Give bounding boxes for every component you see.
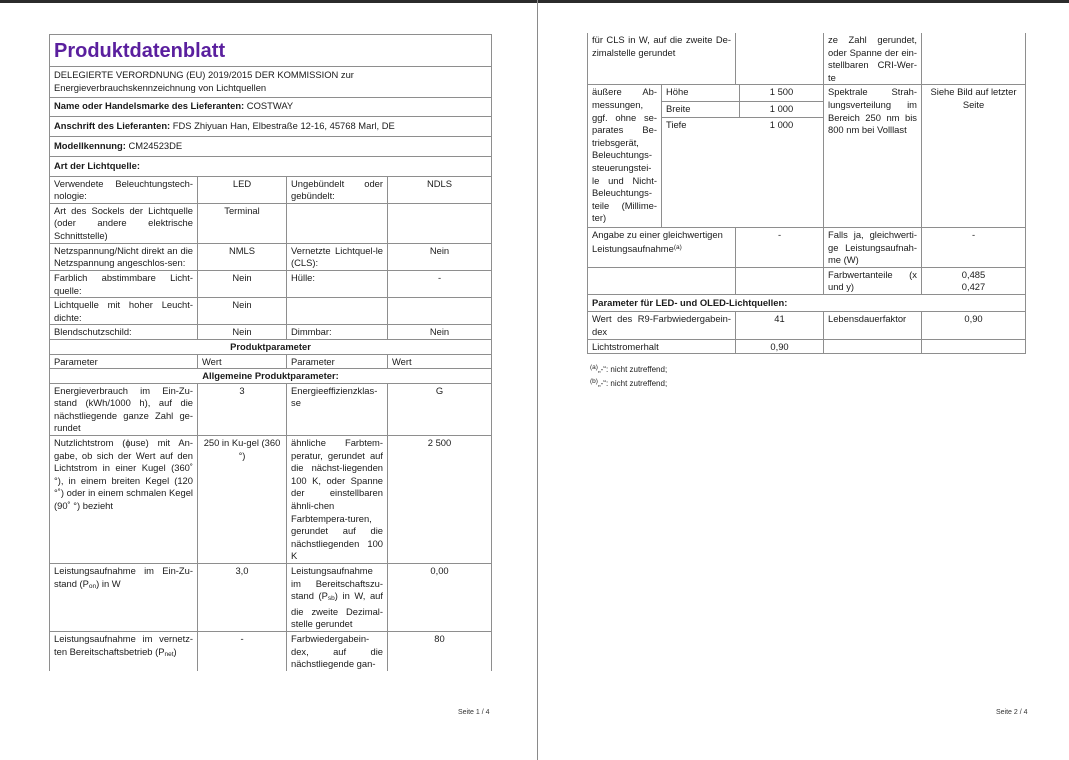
type-label: Vernetzte Lichtquel-le (CLS): (287, 243, 388, 270)
regulation-text: DELEGIERTE VERORDNUNG (EU) 2019/2015 DER KOMMISSION zur Energieverbrauchskennzeichnung von Lichtquellen (50, 67, 492, 98)
dimension-height (662, 85, 823, 102)
type-label (287, 203, 388, 243)
type-label: Dimmbar: (287, 325, 388, 340)
dimensions-row (588, 85, 1026, 228)
type-heading-row (50, 156, 492, 176)
params-header-row (50, 354, 492, 369)
type-label: Lichtquelle mit hoher Leucht-dichte: (50, 298, 198, 325)
column-header-parameter: Parameter (287, 354, 388, 369)
supplier-value: COSTWAY (246, 100, 294, 112)
param-value (922, 267, 1026, 294)
chromaticity-x: 0,485 (961, 268, 986, 280)
type-value: Nein (198, 325, 287, 340)
chromaticity-row (588, 267, 1026, 294)
lumen-maintenance-row (588, 339, 1026, 354)
supplier-label: Name oder Handelsmarke des Lieferanten: (54, 100, 245, 112)
general-heading: Allgemeine Produktparameter: (50, 369, 492, 384)
type-row (50, 325, 492, 340)
param-label: Leistungsaufnahme im vernetz-ten Bereitschaftsbetrieb (Pnet) (50, 631, 198, 670)
footnote-b: $^{(b)}$„-“: nicht zutreffend; (590, 378, 668, 388)
param-label: Wert des R9-Farbwiedergabein-dex (588, 312, 736, 339)
param-value: G (388, 383, 492, 435)
type-row (50, 298, 492, 325)
dimension-name: Tiefe (666, 119, 687, 131)
equivalent-power-row (588, 227, 1026, 267)
column-header-value: Wert (388, 354, 492, 369)
param-label: Leistungsaufnahme im Ein-Zu-stand (Pon) in W (50, 564, 198, 632)
params-heading-row (50, 339, 492, 354)
param-value: 250 in Ku-gel (360 °) (198, 436, 287, 564)
param-label: Falls ja, gleichwerti-ge Leistungsaufnah-me (W) (824, 227, 922, 267)
address-value: FDS Zhiyuan Han, Elbestraße 12-16, 45768 Marl, DE (172, 119, 395, 131)
param-value: 3,0 (198, 564, 287, 632)
param-label: Nutzlichtstrom (ɸuse) mit An-gabe, ob sich der Wert auf den Lichtstrom in einer Kugel (360˚ °), in einem breiten Kegel (120 °˚) oder in einem schmalen Kegel (90˚ °) bezieht (50, 436, 198, 564)
datasheet-table-page-2 (587, 33, 1026, 354)
type-label: Hülle: (287, 270, 388, 297)
type-value: Terminal (198, 203, 287, 243)
address-label: Anschrift des Lieferanten: (54, 119, 171, 131)
param-label: Energieverbrauch im Ein-Zu-stand (kWh/1000 h), auf die nächstliegende ganze Zahl ge-rundet (50, 383, 198, 435)
type-row (50, 243, 492, 270)
model-row (50, 137, 492, 157)
dimensions-block (662, 85, 824, 228)
type-value: Nein (388, 243, 492, 270)
param-row-pon (50, 564, 492, 632)
dimension-name: Höhe (662, 85, 740, 101)
param-label: für CLS in W, auf die zweite De-zimalstelle gerundet (588, 33, 736, 85)
model-label: Modellkennung: (54, 140, 126, 152)
address-row (50, 116, 492, 137)
param-row-flux (50, 436, 492, 564)
param-value: 0,00 (388, 564, 492, 632)
continued-row (588, 33, 1026, 85)
dimensions-label: äußere Ab-messungen, ggf. ohne se-parates Be-triebsgerät, Beleuchtungs-steuerungstei-le und Nicht-Beleuchtungs-teile (Millime-ter) (588, 85, 662, 228)
page-number: Seite 2 / 4 (996, 709, 1028, 716)
title-row (50, 35, 492, 67)
chromaticity-y: 0,427 (961, 281, 986, 293)
datasheet-table-page-1 (49, 34, 492, 671)
param-label: Farbwertanteile (x und y) (824, 267, 922, 294)
type-value: Nein (388, 325, 492, 340)
type-value: - (388, 270, 492, 297)
param-label: ähnliche Farbtem-peratur, gerundet auf die nächst-liegenden 100 K, oder Spanne der einstellbaren ähnli-chen Farbtempera-turen, gerundet auf die nächstliegenden 100 K (287, 436, 388, 564)
param-value (922, 33, 1026, 85)
type-heading: Art der Lichtquelle: (50, 156, 492, 176)
param-label: ze Zahl gerundet, oder Spanne der ein-stellbaren CRI-Wer-te (824, 33, 922, 85)
dimension-value: 1 000 (769, 103, 794, 115)
type-label: Blendschutzschild: (50, 325, 198, 340)
column-header-value: Wert (198, 354, 287, 369)
param-value: 0,90 (922, 312, 1026, 339)
param-value: - (198, 631, 287, 670)
regulation-row (50, 67, 492, 98)
page-title: Produktdatenblatt (50, 35, 492, 67)
param-value (736, 33, 824, 85)
type-row (50, 203, 492, 243)
document-page-2 (538, 3, 1069, 760)
type-value (388, 298, 492, 325)
params-heading: Produktparameter (50, 339, 492, 354)
led-heading: Parameter für LED- und OLED-Lichtquellen: (588, 294, 1026, 312)
type-label: Verwendete Beleuchtungstech-nologie: (50, 176, 198, 203)
param-label: Lebensdauerfaktor (824, 312, 922, 339)
param-label: Spektrale Strah-lungsverteilung im Bereich 250 nm bis 800 nm bei Volllast (824, 85, 922, 228)
param-label: Farbwiedergabein-dex, auf die nächstliegende gan- (287, 631, 388, 670)
model-value: CM24523DE (128, 140, 183, 152)
type-value: NDLS (388, 176, 492, 203)
param-label: Angabe zu einer gleichwertigen Leistungsaufnahme$^{(a)}$ (588, 227, 736, 267)
param-row-pnet (50, 631, 492, 670)
dimension-depth (662, 118, 823, 134)
dimension-name: Breite (662, 102, 740, 117)
supplier-row (50, 98, 492, 117)
dimension-value: 1 500 (769, 86, 794, 98)
param-label: Lichtstromerhalt (588, 339, 736, 354)
type-label: Netzspannung/Nicht direkt an die Netzspannung angeschlos-sen: (50, 243, 198, 270)
r9-row (588, 312, 1026, 339)
param-value: 3 (198, 383, 287, 435)
type-label (287, 298, 388, 325)
param-row-energy (50, 383, 492, 435)
general-heading-row (50, 369, 492, 384)
param-label: Leistungsaufnahme im Bereitschaftszu-stand (Psb) in W, auf die zweite Dezimal-stelle gerundet (287, 564, 388, 632)
type-label: Farblich abstimmbare Licht-quelle: (50, 270, 198, 297)
param-value: 80 (388, 631, 492, 670)
document-page-1 (0, 3, 537, 760)
param-value: 0,90 (736, 339, 824, 354)
type-value: LED (198, 176, 287, 203)
type-row (50, 176, 492, 203)
param-value: 2 500 (388, 436, 492, 564)
type-value: Nein (198, 298, 287, 325)
type-label: Ungebündelt oder gebündelt: (287, 176, 388, 203)
type-value: NMLS (198, 243, 287, 270)
dimension-value: 1 000 (769, 119, 794, 131)
page-number: Seite 1 / 4 (458, 709, 490, 716)
footnote-a: $^{(a)}$„-“: nicht zutreffend; (590, 364, 668, 374)
param-value: 41 (736, 312, 824, 339)
param-value: - (736, 227, 824, 267)
dimension-width (662, 102, 823, 118)
type-value: Nein (198, 270, 287, 297)
type-row (50, 270, 492, 297)
led-heading-row (588, 294, 1026, 312)
param-label: Energieeffizienzklas-se (287, 383, 388, 435)
param-value: Siehe Bild auf letzter Seite (922, 85, 1026, 228)
type-label: Art des Sockels der Lichtquelle (oder andere elektrische Schnittstelle) (50, 203, 198, 243)
column-header-parameter: Parameter (50, 354, 198, 369)
type-value (388, 203, 492, 243)
param-value: - (922, 227, 1026, 267)
